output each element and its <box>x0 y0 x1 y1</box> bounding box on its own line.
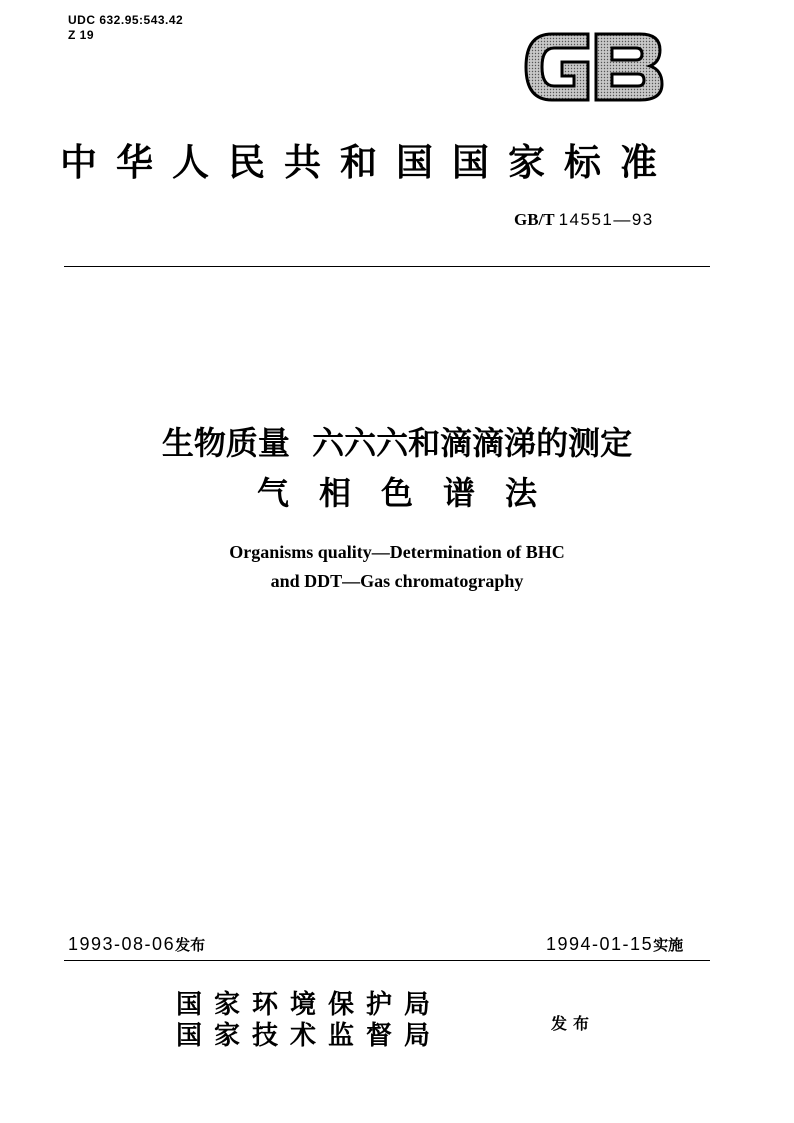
standard-number <box>514 210 654 230</box>
publish-date-value: 1993-08-06 <box>68 934 176 954</box>
udc-code: UDC 632.95:543.42 <box>68 13 184 27</box>
standard-code: 14551—93 <box>558 210 654 229</box>
class-code: Z 19 <box>68 28 95 42</box>
bottom-divider <box>64 960 710 961</box>
udc-block <box>68 13 183 43</box>
english-title <box>0 538 794 596</box>
chinese-title-line2: 气相色谱法 <box>256 474 567 512</box>
agency-environment: 国家环境保护局 <box>176 990 443 1020</box>
standard-category-title: 中华人民共和国国家标准 <box>60 140 676 184</box>
issuing-agencies <box>176 990 442 1052</box>
agency-technical-supervision: 国家技术监督局 <box>176 1021 443 1051</box>
standard-prefix: GB/T <box>514 210 559 229</box>
english-title-line2: and DDT—Gas chromatography <box>270 571 524 591</box>
implement-date-value: 1994-01-15 <box>546 934 654 954</box>
issue-label: 发布 <box>551 1014 596 1033</box>
implement-date-label: 实施 <box>653 936 684 954</box>
english-title-line1: Organisms quality—Determination of BHC <box>229 542 565 562</box>
implement-date <box>546 934 683 955</box>
publish-date <box>68 934 205 955</box>
chinese-title-line1: 生物质量 六六六和滴滴涕的测定 <box>161 424 633 462</box>
gb-logo <box>522 28 666 106</box>
publish-date-label: 发布 <box>175 936 206 954</box>
top-divider <box>64 266 710 267</box>
